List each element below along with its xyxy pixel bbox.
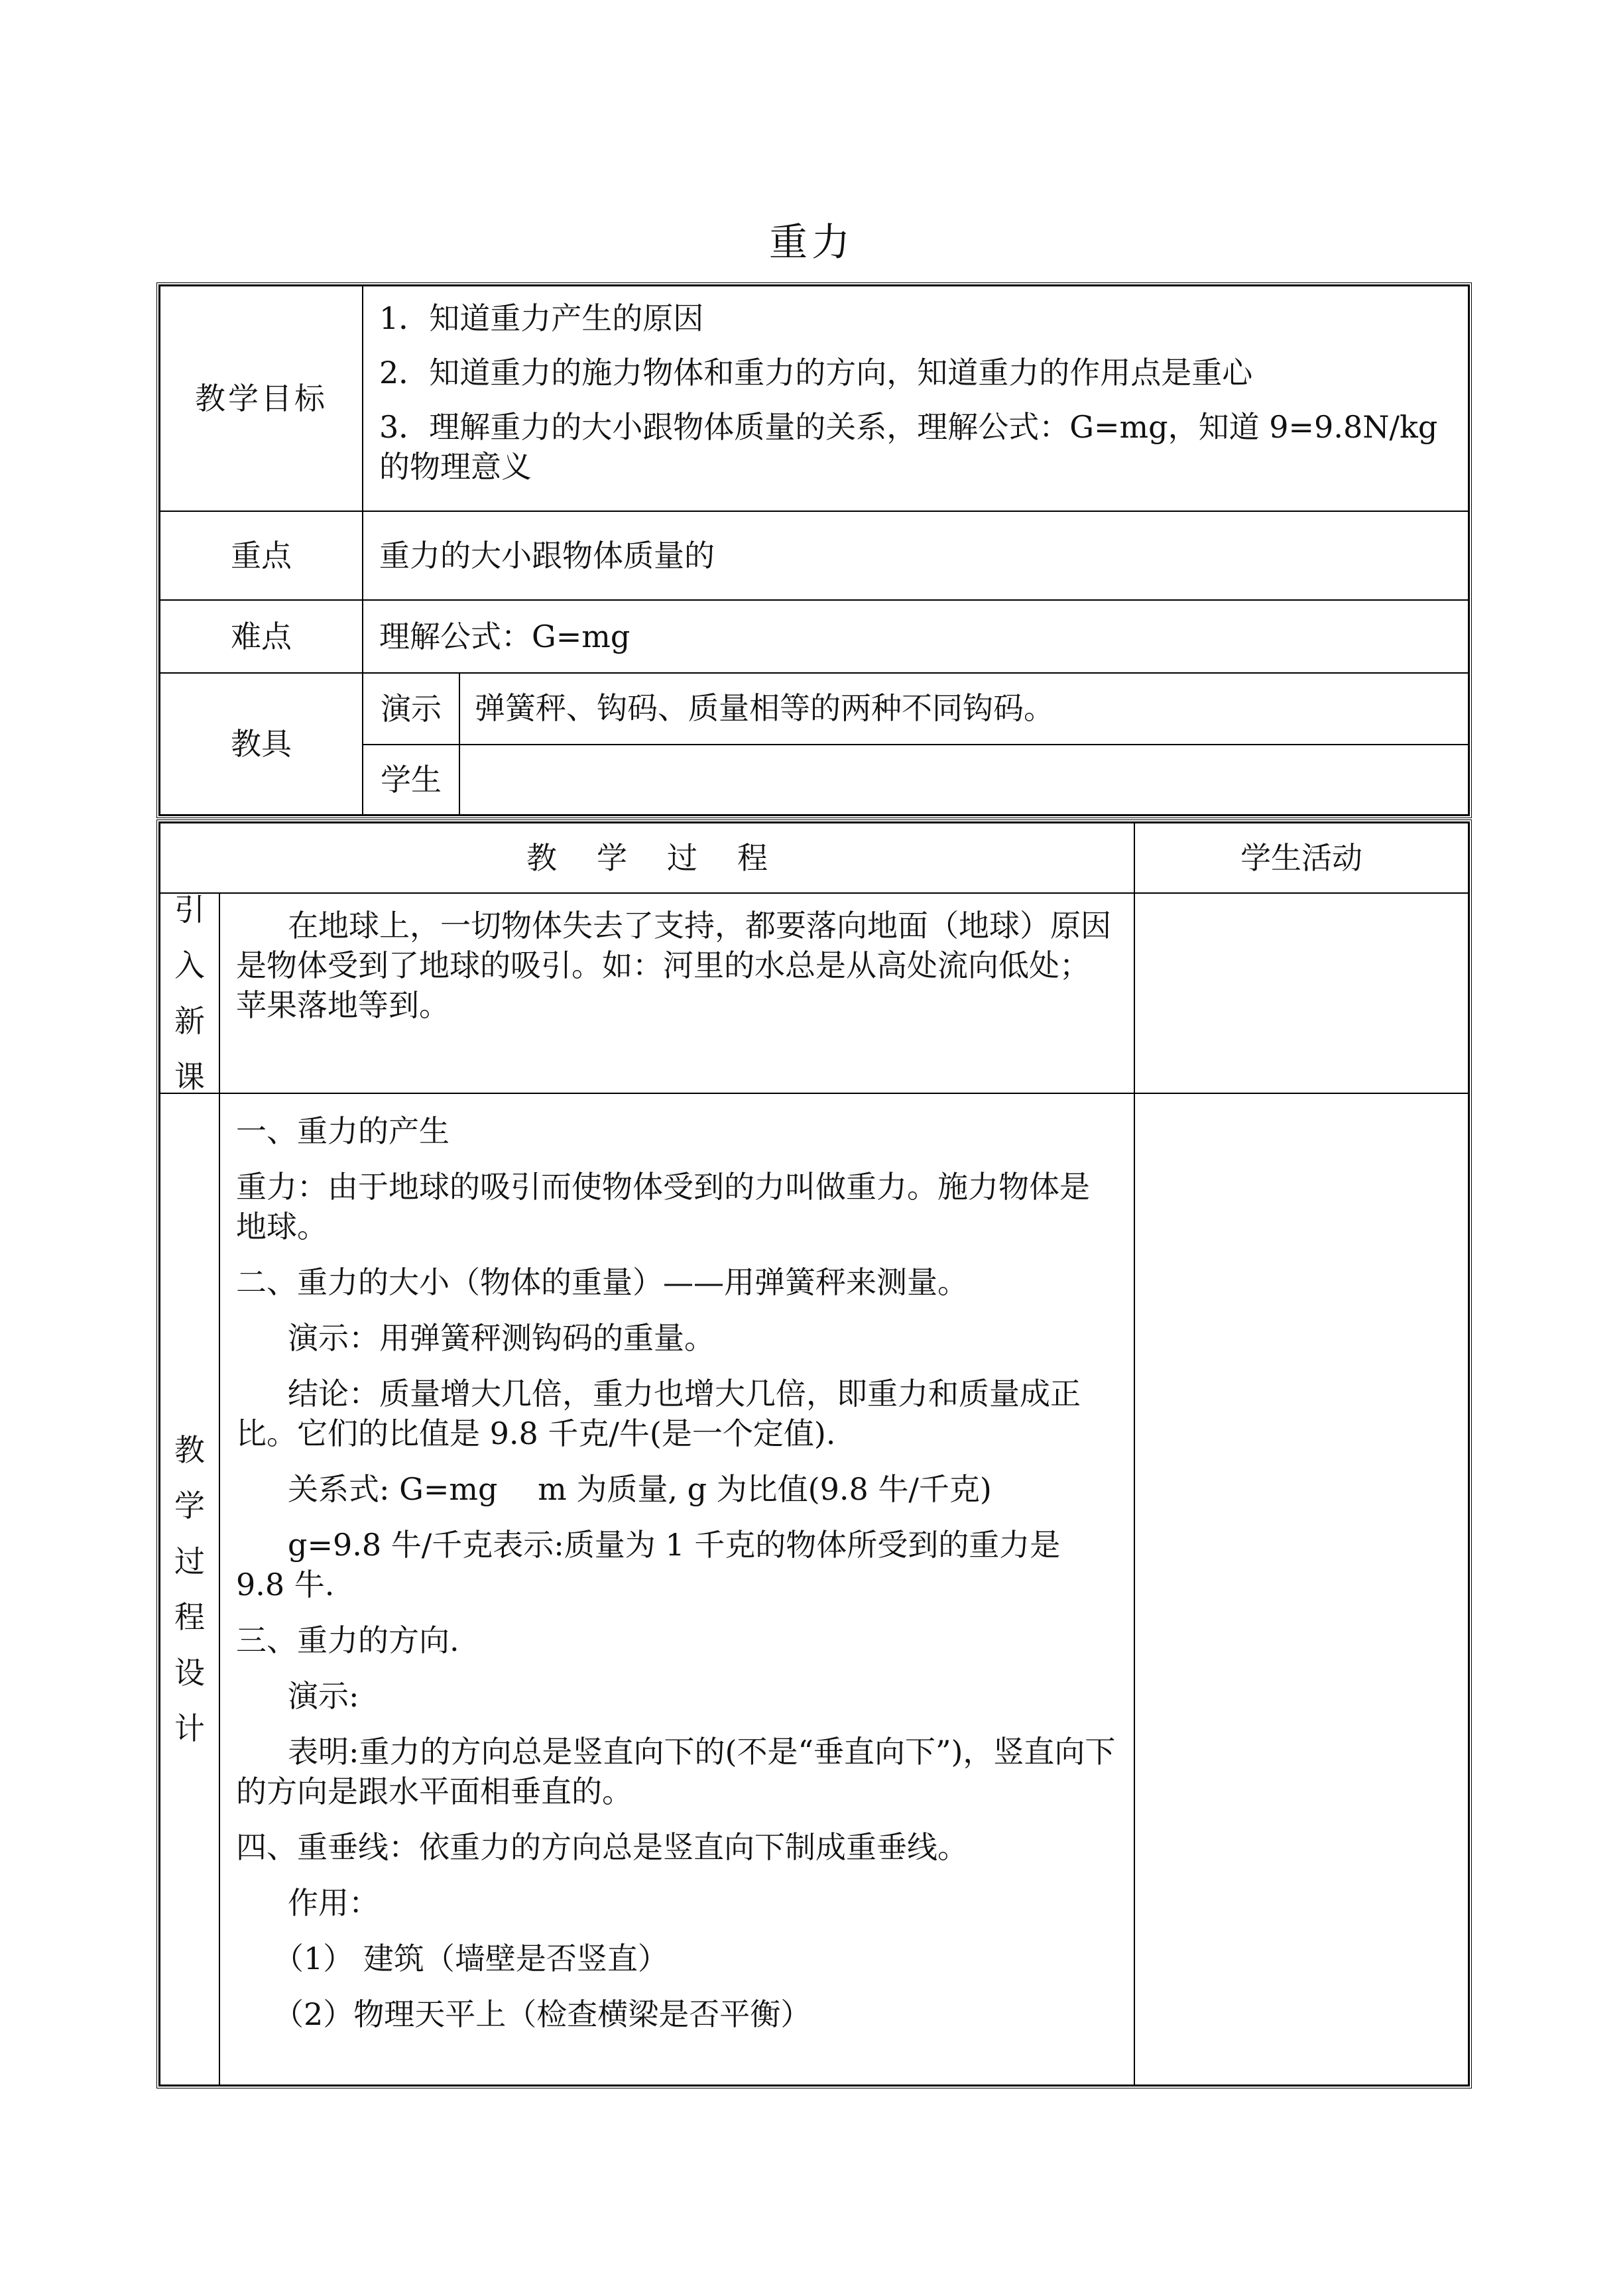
design-label-char: 计 [174,1711,205,1746]
objective-item: 3．理解重力的大小跟物体质量的关系，理解公式：G=mg，知道 9=9.8N/kg 的物理意义 [379,409,1438,485]
design-line: 重力：由于地球的吸引而使物体受到的力叫做重力。施力物体是地球。 [236,1169,1090,1244]
tools-label: 教具 [159,672,363,816]
design-line: 表明:重力的方向总是竖直向下的(不是“垂直向下”)，竖直向下的方向是跟水平面相垂直的。 [236,1734,1116,1809]
design-content [219,1093,1135,2086]
tools-demo-text: 弹簧秤、钩码、质量相等的两种不同钩码。 [459,672,1469,745]
difficulty-text: 理解公式：G=mg [362,599,1469,674]
objective-item: 2．知道重力的施力物体和重力的方向，知道重力的作用点是重心 [379,355,1253,391]
objectives-content [362,285,1469,512]
design-line: g=9.8 牛/千克表示:质量为 1 千克的物体所受到的重力是 9.8 牛. [236,1527,1061,1602]
design-label-char: 过 [174,1543,205,1579]
intro-label-char: 引 [174,892,205,928]
intro-label-char: 入 [174,947,205,983]
process-header [159,822,1135,894]
design-activity-cell [1134,1093,1469,2086]
activity-header: 学生活动 [1134,822,1469,894]
design-line: 演示：用弹簧秤测钩码的重量。 [288,1320,715,1356]
page-title: 重力 [768,219,854,265]
key-point-label: 重点 [159,511,363,601]
design-line: 三、重力的方向. [236,1622,459,1658]
intro-label [159,892,220,1094]
intro-label-char: 课 [174,1059,205,1095]
intro-text: 在地球上，一切物体失去了支持，都要落向地面（地球）原因是物体受到了地球的吸引。如：河里的水总是从高处流向低处；苹果落地等到。 [236,908,1111,1023]
design-label-char: 设 [174,1655,205,1691]
design-line: 关系式: G=mg m 为质量, g 为比值(9.8 牛/千克) [288,1471,992,1507]
design-line: （2）物理天平上（检查横梁是否平衡） [273,1996,812,2032]
intro-text-cell [219,892,1135,1094]
design-label-char: 程 [174,1599,205,1635]
design-label-char: 教 [174,1432,205,1468]
design-line: 四、重垂线：依重力的方向总是竖直向下制成重垂线。 [236,1829,968,1865]
intro-label-char: 新 [174,1003,205,1039]
design-line: 二、重力的大小（物体的重量）——用弹簧秤来测量。 [236,1264,968,1300]
tools-student-text [459,744,1469,816]
difficulty-label: 难点 [159,599,363,674]
design-line: 结论：质量增大几倍，重力也增大几倍，即重力和质量成正比。它们的比值是 9.8 千克/牛(是一个定值). [236,1376,1081,1451]
process-header-text: 教学过程 [526,840,808,876]
intro-activity-cell [1134,892,1469,1094]
design-line: 一、重力的产生 [236,1113,450,1149]
tools-student-label: 学生 [362,744,460,816]
design-line: 演示: [288,1678,359,1714]
design-line: （1） 建筑（墙壁是否竖直） [273,1941,668,1976]
objective-item: 1．知道重力产生的原因 [379,300,704,336]
tools-demo-label: 演示 [362,672,460,745]
design-label-char: 学 [174,1488,205,1524]
design-label [159,1093,220,2086]
key-point-text: 重力的大小跟物体质量的 [362,511,1469,601]
objectives-label: 教学目标 [159,285,363,512]
design-line: 作用： [288,1885,379,1921]
